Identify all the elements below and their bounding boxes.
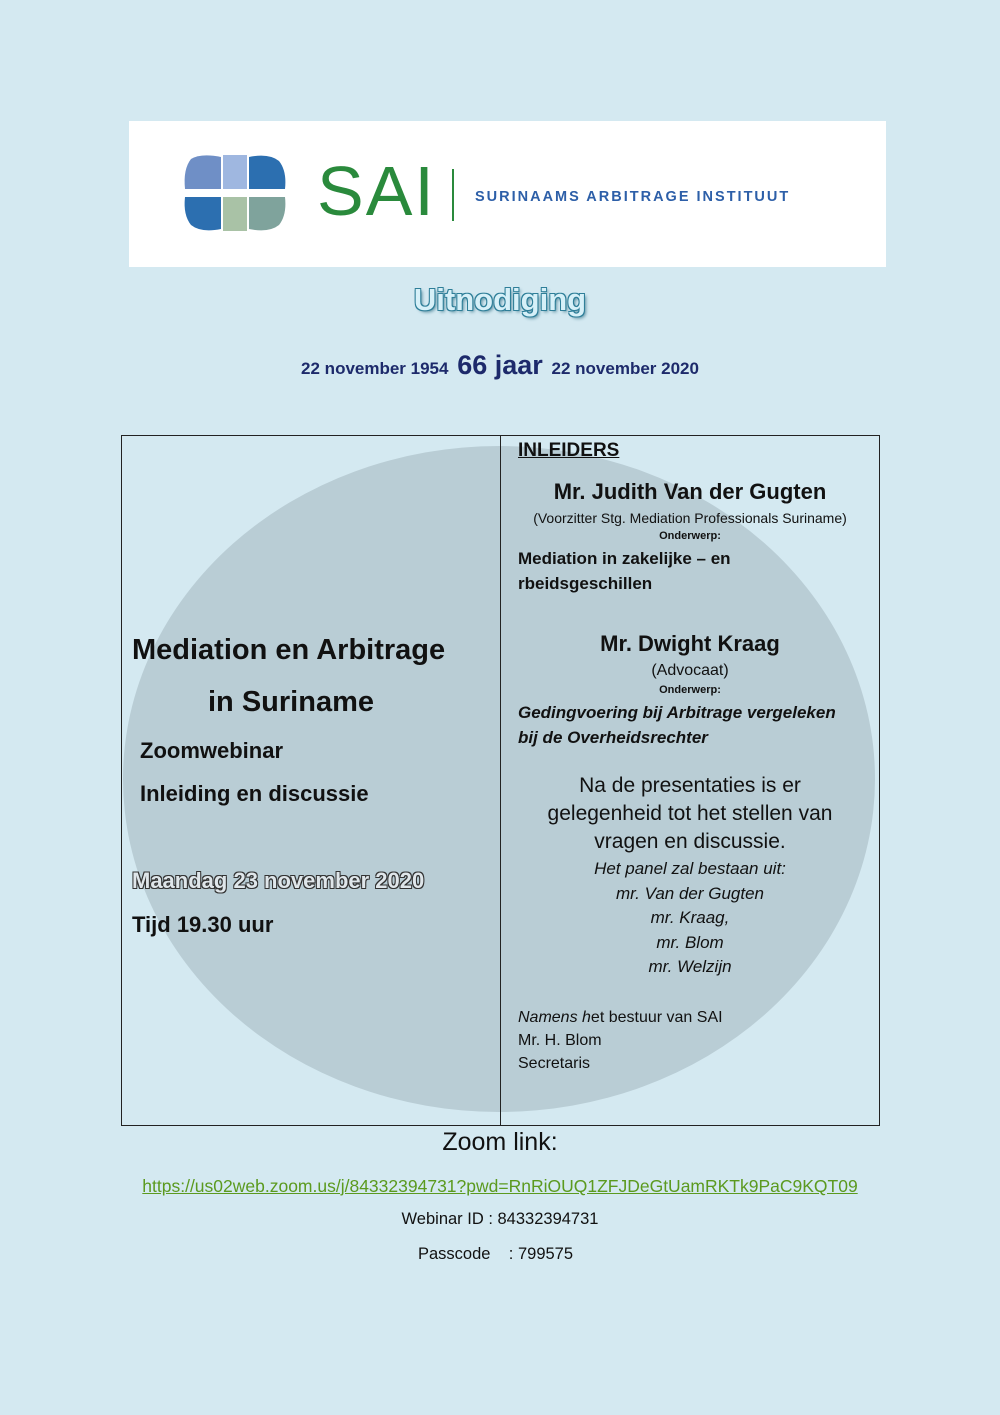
sai-logo-icon (181, 153, 289, 233)
speaker-role: (Advocaat) (651, 662, 729, 679)
closing-line: gelegenheid tot het stellen van (547, 802, 833, 825)
event-format: Zoomwebinar (140, 738, 284, 763)
speaker-topic (518, 700, 868, 750)
speaker-name: Mr. Dwight Kraag (600, 631, 780, 656)
panel-intro: Het panel zal bestaan uit: (594, 859, 786, 878)
closing-text (501, 772, 879, 856)
signature-name: Mr. H. Blom (518, 1032, 602, 1049)
closing-line: Na de presentaties is er (579, 774, 801, 797)
event-subtitle: Inleiding en discussie (140, 781, 369, 806)
webinar-id: Webinar ID : 84332394731 (401, 1210, 599, 1228)
speaker-role: (Voorzitter Stg. Mediation Professionals Suriname) (533, 510, 847, 526)
panel-list (501, 857, 879, 980)
subject-label: Onderwerp: (659, 684, 721, 696)
anniversary-line (0, 350, 1000, 381)
logo-banner (129, 121, 886, 267)
zoom-label: Zoom link: (442, 1128, 558, 1156)
speakers-column (501, 436, 879, 1125)
logo-abbreviation: SAI (317, 152, 436, 230)
signature-intro-italic: Namens h (518, 1009, 591, 1026)
logo-divider (452, 169, 454, 221)
current-date: 22 november 2020 (551, 359, 699, 378)
topic-line: rbeidsgeschillen (518, 574, 653, 593)
topic-line: Mediation in zakelijke – en (518, 549, 731, 568)
topic-line: Gedingvoering bij Arbitrage vergeleken (518, 703, 836, 722)
zoom-link[interactable]: https://us02web.zoom.us/j/84332394731?pwd=RnRiOUQ1ZFJDeGtUamRKTk9PaC9KQT09 (142, 1176, 858, 1196)
event-date: Maandag 23 november 2020 (132, 868, 425, 893)
speakers-heading: INLEIDERS (518, 440, 620, 461)
signature-intro-rest: et bestuur van SAI (590, 1009, 723, 1026)
speaker-name: Mr. Judith Van der Gugten (553, 479, 827, 504)
event-title-line1: Mediation en Arbitrage (132, 634, 446, 666)
signature-intro (518, 1006, 723, 1029)
event-panel (121, 435, 880, 1126)
event-title-line2: in Suriname (208, 686, 374, 718)
event-time: Tijd 19.30 uur (132, 912, 274, 937)
panel-member: mr. Blom (656, 932, 724, 952)
logo-full-name: SURINAAMS ARBITRAGE INSTITUUT (475, 189, 791, 205)
signature-title: Secretaris (518, 1055, 591, 1072)
speaker-topic (518, 546, 868, 596)
invitation-title: Uitnodiging (413, 282, 587, 317)
topic-line: bij de Overheidsrechter (518, 728, 708, 747)
event-details (122, 436, 500, 1125)
anniversary-age: 66 jaar (457, 350, 543, 380)
closing-line: vragen en discussie. (594, 830, 786, 853)
subject-label: Onderwerp: (659, 530, 721, 542)
panel-member: mr. Kraag, (650, 908, 730, 927)
signature-block (518, 1006, 723, 1075)
panel-member: mr. Van der Gugten (615, 883, 765, 903)
panel-member: mr. Welzijn (648, 957, 732, 976)
passcode: Passcode : 799575 (418, 1245, 574, 1263)
founding-date: 22 november 1954 (301, 359, 449, 378)
